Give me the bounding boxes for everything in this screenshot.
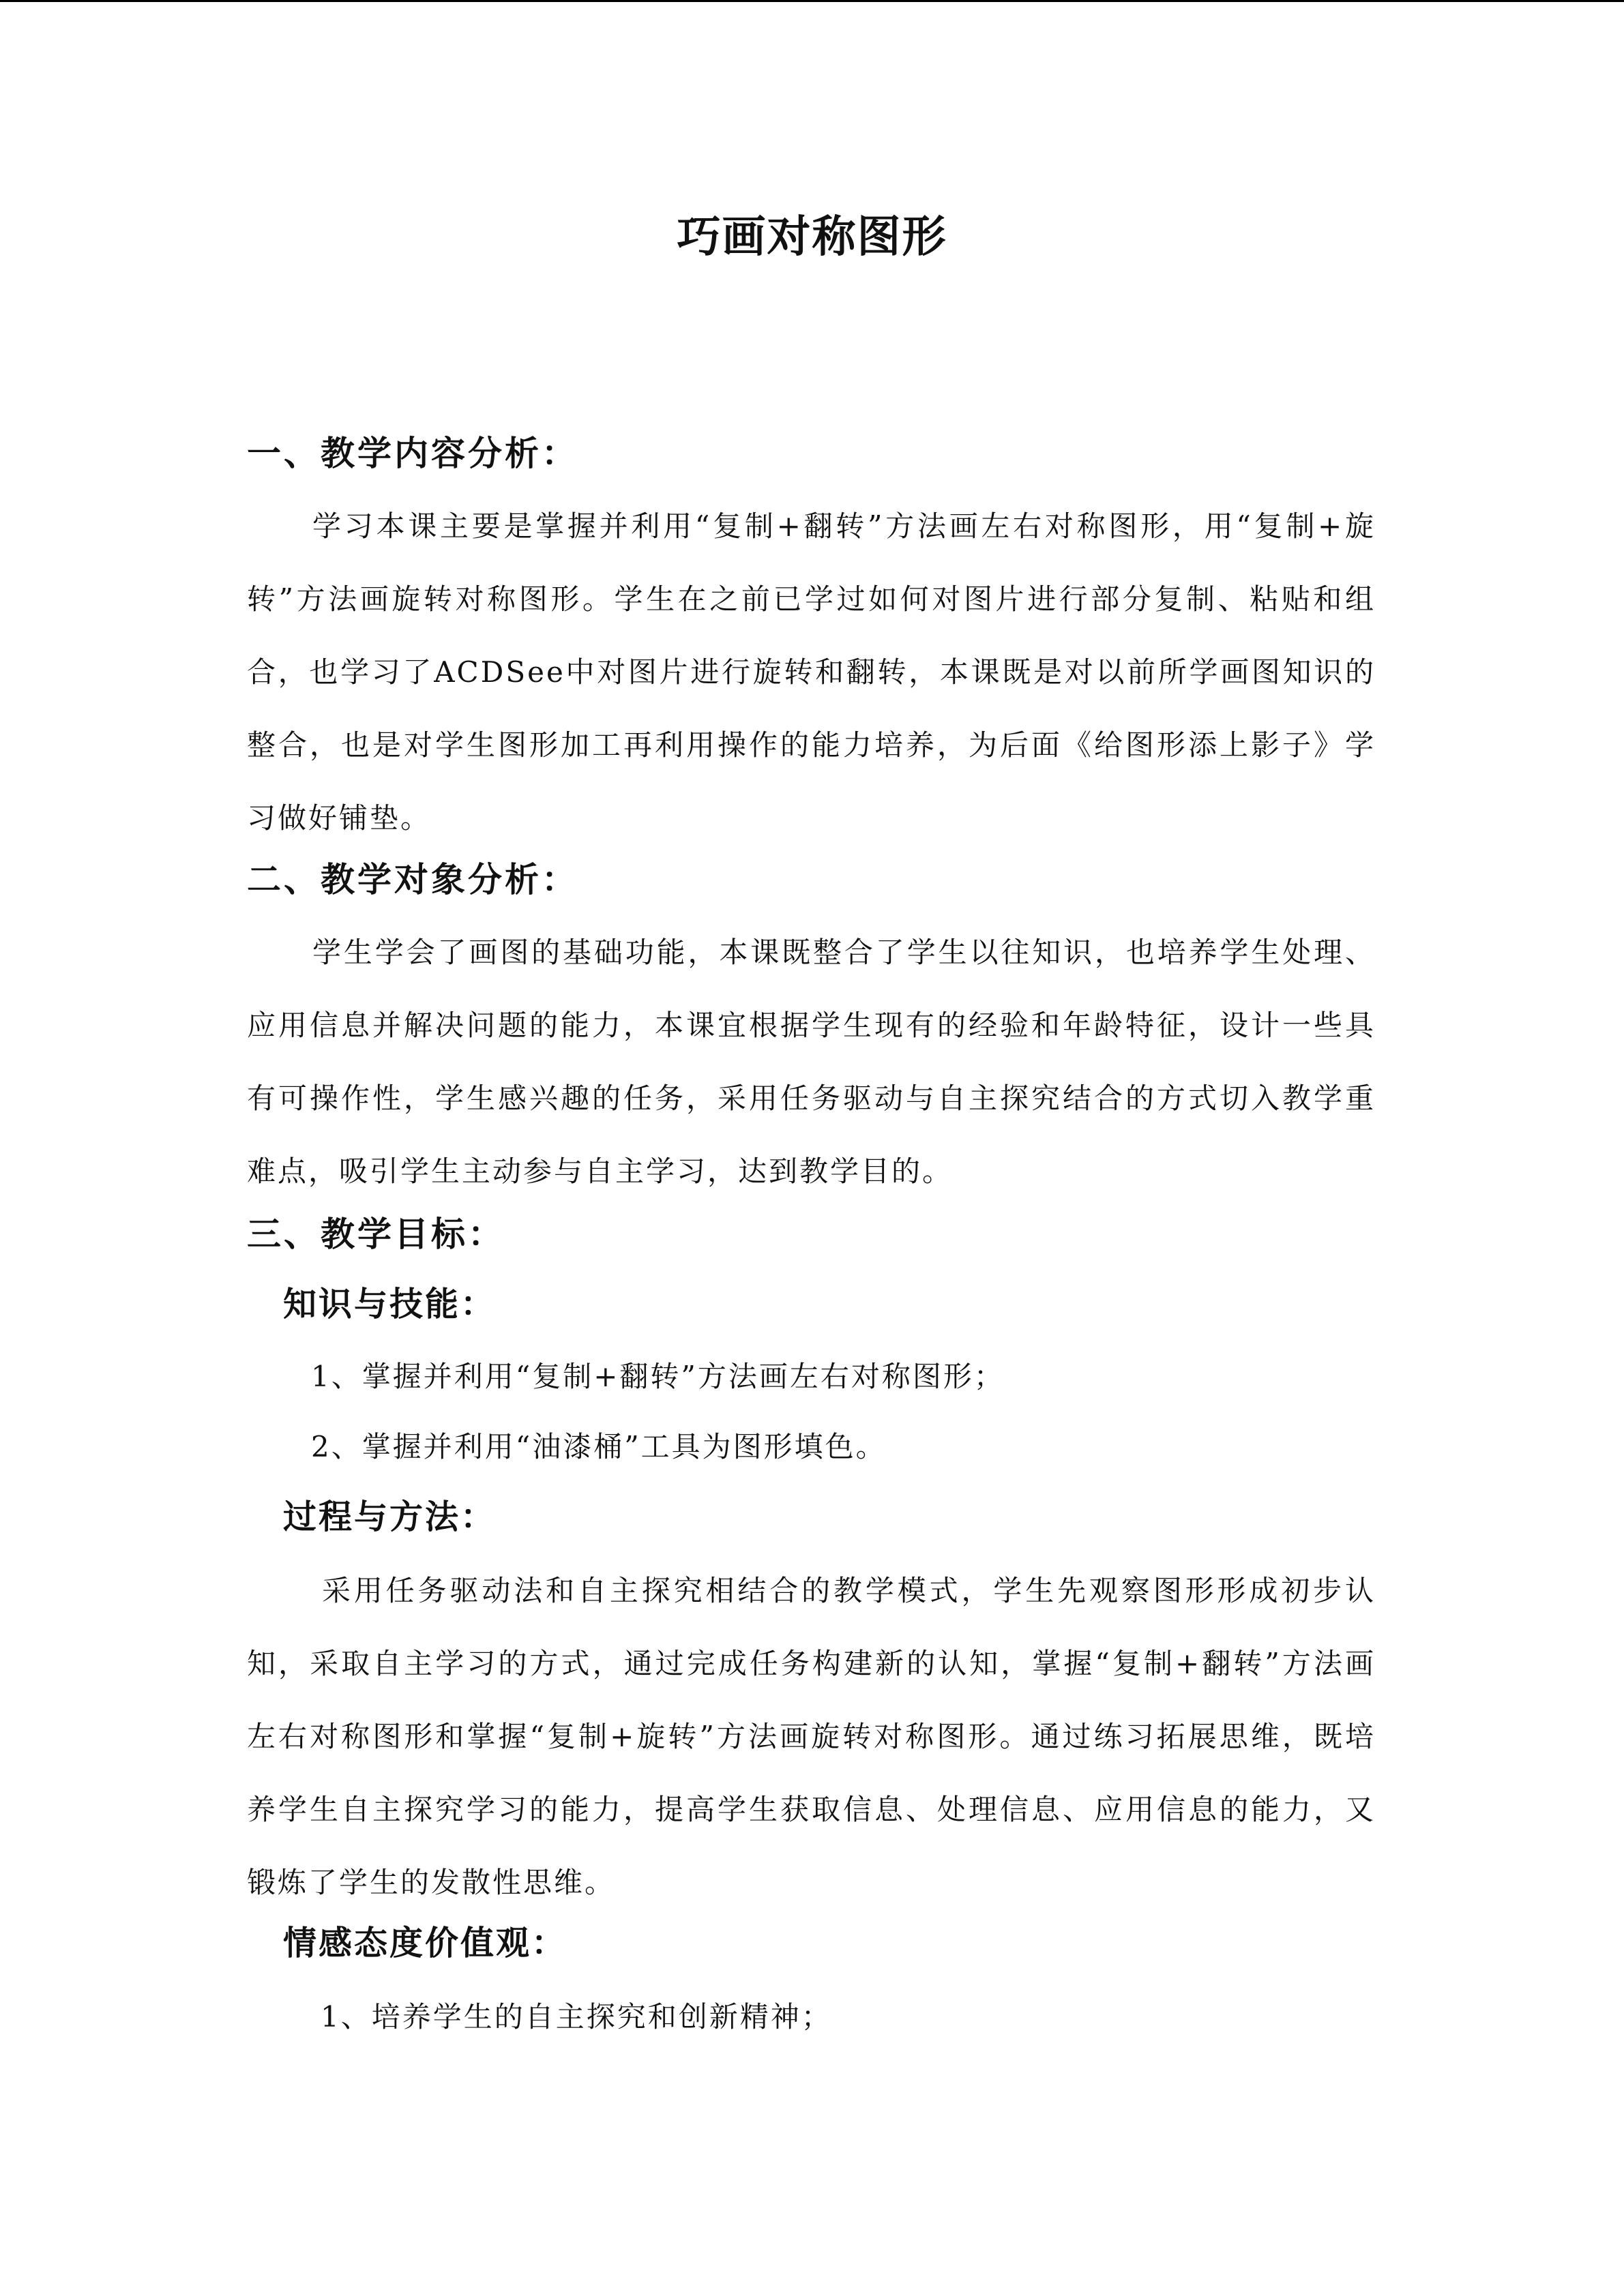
section-heading-audience-analysis: 二、教学对象分析： xyxy=(247,860,578,899)
section-heading-content-analysis: 一、教学内容分析： xyxy=(247,434,578,473)
subheading-process-methods: 过程与方法： xyxy=(283,1497,497,1536)
paragraph-content-analysis: 学习本课主要是掌握并利用“复制+翻转”方法画左右对称图形，用“复制+旋转”方法画旋转对称图形。学生在之前已学过如何对图片进行部分复制、粘贴和组合，也学习了ACDSee中对图片进行旋转和翻转，本课既是对以前所学画图知识的整合，也是对学生图形加工再利用操作的能力培养，为后面《给图形添上影子》学习做好铺垫。 xyxy=(247,509,1376,835)
subheading-knowledge-skills: 知识与技能： xyxy=(283,1285,497,1324)
list-item-emotion-1: 1、培养学生的自主探究和创新精神； xyxy=(321,2000,832,2033)
top-border-line xyxy=(0,0,1624,2)
list-item-knowledge-2: 2、掌握并利用“油漆桶”工具为图形填色。 xyxy=(311,1430,887,1463)
paragraph-audience-analysis: 学生学会了画图的基础功能，本课既整合了学生以往知识，也培养学生处理、应用信息并解决问题的能力，本课宜根据学生现有的经验和年龄特征，设计一些具有可操作性，学生感兴趣的任务，采用任务驱动与自主探究结合的方式切入教学重难点，吸引学生主动参与自主学习，达到教学目的。 xyxy=(247,936,1376,1188)
subheading-emotion-values: 情感态度价值观： xyxy=(283,1924,567,1963)
document-title: 巧画对称图形 xyxy=(677,212,947,263)
list-item-knowledge-1: 1、掌握并利用“复制+翻转”方法画左右对称图形； xyxy=(311,1360,1005,1393)
section-heading-teaching-goals: 三、教学目标： xyxy=(247,1214,505,1254)
paragraph-process-methods: 采用任务驱动法和自主探究相结合的教学模式，学生先观察图形形成初步认知，采取自主学习的方式，通过完成任务构建新的认知，掌握“复制+翻转”方法画左右对称图形和掌握“复制+旋转”方法画旋转对称图形。通过练习拓展思维，既培养学生自主探究学习的能力，提高学生获取信息、处理信息、应用信息的能力，又锻炼了学生的发散性思维。 xyxy=(247,1574,1376,1899)
